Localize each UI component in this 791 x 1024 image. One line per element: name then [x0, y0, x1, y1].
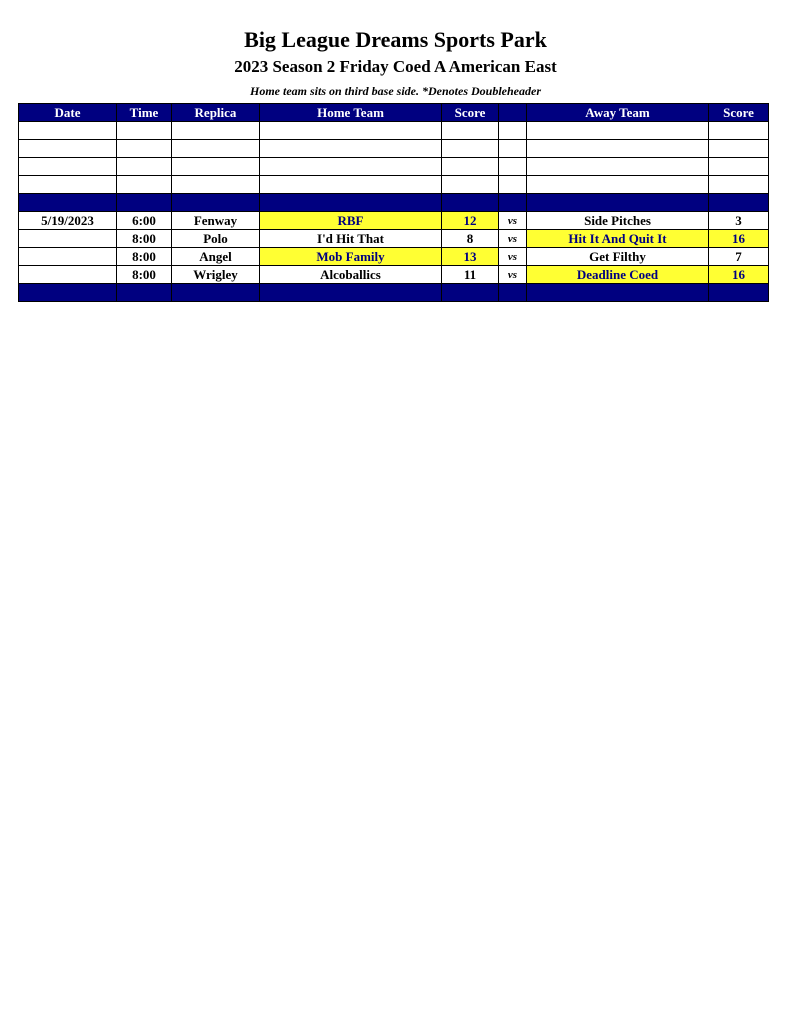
empty-cell [172, 158, 260, 176]
away-score: 16 [709, 266, 769, 284]
empty-cell [19, 140, 117, 158]
home-team: RBF [260, 212, 442, 230]
game-time: 8:00 [117, 266, 172, 284]
game-time: 8:00 [117, 248, 172, 266]
empty-row [19, 140, 769, 158]
empty-cell [260, 158, 442, 176]
vs-label: vs [499, 230, 527, 248]
separator-cell [19, 284, 117, 302]
empty-cell [527, 176, 709, 194]
game-date [19, 266, 117, 284]
separator-cell [527, 284, 709, 302]
replica-field: Angel [172, 248, 260, 266]
column-header-vs [499, 104, 527, 122]
empty-cell [172, 140, 260, 158]
empty-cell [709, 140, 769, 158]
home-score: 12 [442, 212, 499, 230]
empty-row [19, 122, 769, 140]
empty-row [19, 158, 769, 176]
away-team: Deadline Coed [527, 266, 709, 284]
separator-cell [19, 194, 117, 212]
separator-cell [172, 284, 260, 302]
away-score: 7 [709, 248, 769, 266]
separator-cell [499, 194, 527, 212]
game-row [19, 266, 769, 284]
empty-cell [442, 140, 499, 158]
separator-row [19, 194, 769, 212]
replica-field: Fenway [172, 212, 260, 230]
game-date [19, 230, 117, 248]
game-date [19, 248, 117, 266]
home-score: 13 [442, 248, 499, 266]
home-team: I'd Hit That [260, 230, 442, 248]
home-score: 11 [442, 266, 499, 284]
empty-cell [260, 176, 442, 194]
empty-cell [709, 122, 769, 140]
column-header-time: Time [117, 104, 172, 122]
empty-cell [19, 158, 117, 176]
empty-cell [499, 122, 527, 140]
empty-cell [260, 140, 442, 158]
away-team: Hit It And Quit It [527, 230, 709, 248]
column-header-away-score: Score [709, 104, 769, 122]
header-row [19, 104, 769, 122]
game-row [19, 212, 769, 230]
away-team: Side Pitches [527, 212, 709, 230]
game-row [19, 248, 769, 266]
away-score: 3 [709, 212, 769, 230]
away-score: 16 [709, 230, 769, 248]
separator-cell [527, 194, 709, 212]
home-score: 8 [442, 230, 499, 248]
games-body [19, 212, 769, 284]
empty-cell [117, 158, 172, 176]
empty-cell [527, 140, 709, 158]
game-date: 5/19/2023 [19, 212, 117, 230]
separator-cell [499, 284, 527, 302]
empty-cell [260, 122, 442, 140]
separator-cell [117, 194, 172, 212]
separator-cell [442, 284, 499, 302]
empty-cell [172, 122, 260, 140]
empty-row [19, 176, 769, 194]
empty-cell [19, 122, 117, 140]
page-subtitle: 2023 Season 2 Friday Coed A American East [234, 57, 557, 76]
empty-cell [172, 176, 260, 194]
column-header-home-team: Home Team [260, 104, 442, 122]
empty-cell [117, 176, 172, 194]
home-team: Mob Family [260, 248, 442, 266]
doubleheader-note: Home team sits on third base side. *Denotes Doubleheader [250, 84, 541, 98]
empty-cell [709, 158, 769, 176]
empty-cell [709, 176, 769, 194]
empty-cell [442, 122, 499, 140]
vs-label: vs [499, 266, 527, 284]
column-header-away-team: Away Team [527, 104, 709, 122]
away-team: Get Filthy [527, 248, 709, 266]
vs-label: vs [499, 248, 527, 266]
replica-field: Wrigley [172, 266, 260, 284]
game-time: 8:00 [117, 230, 172, 248]
empty-cell [19, 176, 117, 194]
game-row [19, 230, 769, 248]
vs-label: vs [499, 212, 527, 230]
separator-cell [260, 194, 442, 212]
empty-cell [117, 140, 172, 158]
empty-cell [442, 158, 499, 176]
home-team: Alcoballics [260, 266, 442, 284]
separator-cell [117, 284, 172, 302]
page-title: Big League Dreams Sports Park [244, 27, 547, 52]
footer-separator-row [19, 284, 769, 302]
column-header-date: Date [19, 104, 117, 122]
separator-cell [172, 194, 260, 212]
separator-cell [442, 194, 499, 212]
separator-cell [709, 194, 769, 212]
empty-cell [499, 158, 527, 176]
empty-cell [527, 158, 709, 176]
empty-cell [117, 122, 172, 140]
separator-cell [709, 284, 769, 302]
schedule-table [18, 103, 769, 302]
empty-cell [499, 140, 527, 158]
column-header-home-score: Score [442, 104, 499, 122]
separator-cell [260, 284, 442, 302]
empty-cell [527, 122, 709, 140]
column-header-replica: Replica [172, 104, 260, 122]
empty-cell [499, 176, 527, 194]
game-time: 6:00 [117, 212, 172, 230]
replica-field: Polo [172, 230, 260, 248]
empty-cell [442, 176, 499, 194]
